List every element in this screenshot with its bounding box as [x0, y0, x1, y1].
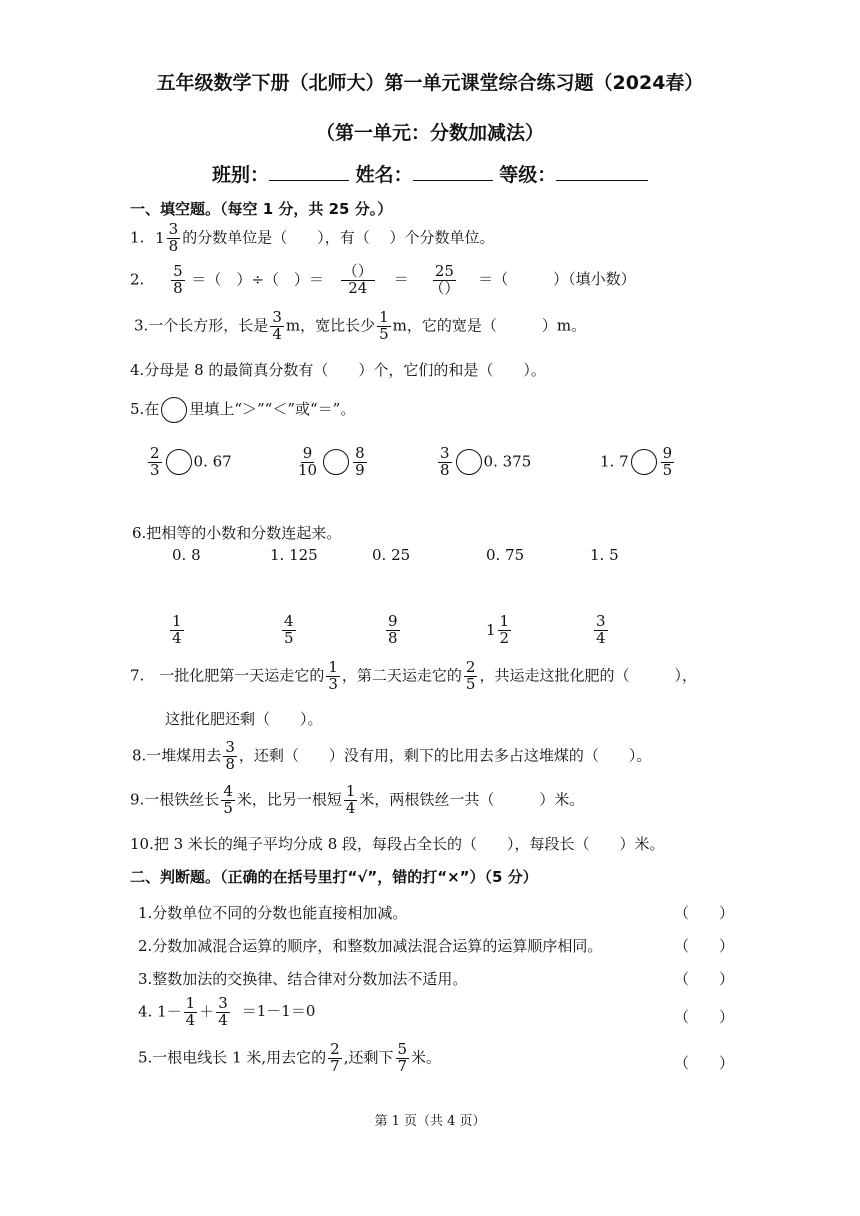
- page-subtitle: （第一单元：分数加减法）: [315, 122, 544, 144]
- q5-text1: 5.在: [130, 400, 160, 418]
- f2-num: 4: [284, 612, 294, 630]
- q9-text2: 米，比另一根短: [236, 790, 342, 809]
- fraction-item[interactable]: [280, 614, 298, 647]
- judge-3: 3.整数加法的交换律、结合律对分数加法不适用。: [138, 970, 468, 988]
- c3-right: 0. 375: [483, 452, 532, 471]
- grade-label: 等级：: [499, 164, 557, 186]
- q3-text3: m，它的宽是（ ）m。: [392, 316, 587, 335]
- q7-f2-den: 5: [465, 674, 476, 693]
- compare-item-3: [436, 446, 531, 479]
- q8-num: 3: [225, 738, 235, 756]
- q9-f2-num: 1: [345, 782, 356, 800]
- q3-f2-den: 5: [379, 324, 389, 343]
- q9-text3: 米，两根铁丝一共（ ）米。: [359, 790, 585, 809]
- q3-f1-den: 4: [272, 324, 282, 343]
- q1-whole: 1: [155, 229, 165, 248]
- c2-right-num: 8: [355, 444, 365, 462]
- fraction-item[interactable]: [592, 614, 610, 647]
- c2-right-den: 9: [355, 460, 365, 479]
- f5-den: 4: [596, 628, 606, 647]
- j4-f1-den: 4: [185, 1010, 196, 1029]
- compare-item-2: [294, 446, 369, 479]
- q3-text2: m，宽比长少: [285, 316, 376, 335]
- question-1: [130, 222, 494, 255]
- q2-f3-den: （）: [429, 278, 460, 297]
- j4-f2-num: 3: [218, 994, 228, 1012]
- j4-text3: ＝1－1＝0: [241, 1002, 316, 1021]
- q8-den: 8: [225, 754, 235, 773]
- judge-4-answer[interactable]: （ ）: [674, 1008, 735, 1026]
- f1-den: 4: [172, 628, 182, 647]
- j4-f2-den: 4: [218, 1010, 228, 1029]
- f1-num: 1: [172, 612, 182, 630]
- name-label: 姓名：: [355, 164, 413, 186]
- q7-f1-den: 3: [328, 674, 338, 693]
- judge-1: 1.分数单位不同的分数也能直接相加减。: [138, 904, 408, 922]
- q7-f1-num: 1: [328, 658, 338, 676]
- question-3: [134, 310, 586, 343]
- judge-4: [138, 996, 315, 1029]
- c4-right-den: 5: [662, 460, 673, 479]
- q1-num: 3: [168, 220, 179, 238]
- q1-number: 1.: [130, 228, 145, 247]
- q2-f2-num: （）: [342, 262, 373, 280]
- f4-num: 1: [499, 612, 510, 630]
- f3-den: 8: [388, 628, 398, 647]
- j5-f1-num: 2: [330, 1040, 340, 1058]
- q7-text2: ，第二天运走它的: [341, 666, 462, 685]
- c2-left-num: 9: [302, 444, 313, 462]
- decimal-item[interactable]: 0. 8: [172, 546, 201, 564]
- q9-f2-den: 4: [345, 798, 356, 817]
- c2-left-den: 10: [298, 460, 318, 479]
- q8-text1: 8.一堆煤用去: [132, 746, 222, 765]
- question-9: [130, 784, 584, 817]
- j4-text1: 4. 1－: [138, 1002, 182, 1021]
- grade-blank[interactable]: [556, 180, 648, 181]
- q1-text: 的分数单位是（ ），有（ ）个分数单位。: [182, 228, 495, 247]
- question-7-line2: 这批化肥还剩（ ）。: [165, 710, 323, 728]
- q9-f1-den: 5: [223, 798, 233, 817]
- j5-f2-den: 7: [397, 1056, 408, 1075]
- judge-5-answer[interactable]: （ ）: [674, 1054, 735, 1072]
- compare-item-4: [600, 446, 676, 479]
- j5-text1: 5.一根电线长 1 米,用去它的: [138, 1048, 327, 1067]
- j4-text2: ＋: [199, 1002, 215, 1021]
- question-8: [132, 740, 651, 773]
- fraction-item[interactable]: [384, 614, 402, 647]
- fraction-item[interactable]: [168, 614, 186, 647]
- q7-f2-num: 2: [465, 658, 476, 676]
- section1-heading: 一、填空题。（每空 1 分，共 25 分。）: [130, 200, 393, 218]
- c4-right-num: 9: [662, 444, 673, 462]
- page-title: 五年级数学下册（北师大）第一单元课堂综合练习题（2024春）: [156, 72, 704, 94]
- c3-num: 3: [440, 444, 450, 462]
- compare-circle-3[interactable]: [456, 449, 482, 475]
- decimal-item[interactable]: 1. 125: [270, 546, 318, 564]
- class-label: 班别：: [212, 164, 270, 186]
- decimal-item[interactable]: 0. 75: [486, 546, 525, 564]
- j5-text3: 米。: [411, 1048, 442, 1067]
- compare-circle-1[interactable]: [166, 449, 192, 475]
- question-2: [130, 264, 636, 297]
- j4-f1-num: 1: [185, 994, 196, 1012]
- j5-f1-den: 7: [330, 1056, 340, 1075]
- compare-circle-2[interactable]: [323, 449, 349, 475]
- q3-f2-num: 1: [379, 308, 389, 326]
- c1-den: 3: [150, 460, 160, 479]
- section2-heading: 二、判断题。（正确的在括号里打“√”，错的打“×”）（5 分）: [130, 868, 538, 886]
- q9-f1-num: 4: [223, 782, 233, 800]
- c1-right: 0. 67: [193, 452, 232, 471]
- judge-1-answer[interactable]: （ ）: [674, 904, 735, 922]
- judge-2-answer[interactable]: （ ）: [674, 937, 735, 955]
- student-info-row: [212, 160, 648, 187]
- q8-text2: ，还剩（ ）没有用，剩下的比用去多占这堆煤的（ ）。: [238, 746, 652, 765]
- q2-text3: ＝（ ）（填小数）: [478, 270, 636, 289]
- q1-den: 8: [168, 236, 179, 255]
- q1-mixed-fraction: [155, 222, 182, 255]
- compare-circle-4[interactable]: [631, 449, 657, 475]
- question-6: 6.把相等的小数和分数连起来。: [132, 524, 342, 542]
- f3-num: 9: [388, 612, 398, 630]
- question-5: [130, 397, 355, 423]
- f2-den: 5: [284, 628, 294, 647]
- q7-text1: 7. 一批化肥第一天运走它的: [130, 666, 325, 685]
- q2-f2-den: 24: [348, 278, 368, 297]
- f5-num: 3: [596, 612, 606, 630]
- decimal-item[interactable]: 1. 5: [590, 546, 619, 564]
- class-blank[interactable]: [269, 180, 349, 181]
- q2-text1: ＝（ ）÷（ ）＝: [191, 270, 324, 289]
- decimal-item[interactable]: 0. 25: [372, 546, 411, 564]
- q2-f1-den: 8: [173, 278, 183, 297]
- c1-num: 2: [150, 444, 160, 462]
- j5-text2: ,还剩下: [343, 1048, 394, 1067]
- q2-text2: ＝: [393, 270, 409, 289]
- circle-icon: [161, 397, 187, 423]
- c4-left: 1. 7: [600, 452, 629, 471]
- j5-f2-num: 5: [397, 1040, 408, 1058]
- q3-text1: 3.一个长方形，长是: [134, 316, 269, 335]
- page-footer: 第 1 页（共 4 页）: [374, 1114, 486, 1129]
- q9-text1: 9.一根铁丝长: [130, 790, 220, 809]
- q2-number: 2.: [130, 270, 145, 289]
- q5-text2: 里填上“＞”“＜”或“＝”。: [189, 400, 356, 418]
- q3-f1-num: 3: [272, 308, 282, 326]
- f4-den: 2: [499, 628, 510, 647]
- question-4: 4.分母是 8 的最简真分数有（ ）个，它们的和是（ ）。: [130, 361, 546, 379]
- judge-3-answer[interactable]: （ ）: [674, 970, 735, 988]
- name-blank[interactable]: [413, 180, 493, 181]
- compare-item-1: [146, 446, 232, 479]
- question-7: [130, 660, 697, 693]
- q2-f1-num: 5: [173, 262, 183, 280]
- judge-5: [138, 1042, 441, 1075]
- judge-2: 2.分数加减混合运算的顺序，和整数加减法混合运算的运算顺序相同。: [138, 937, 603, 955]
- fraction-item[interactable]: [486, 614, 513, 647]
- f4-whole: 1: [486, 621, 496, 640]
- question-10: 10.把 3 米长的绳子平均分成 8 段，每段占全长的（ ），每段长（ ）米。: [130, 835, 665, 853]
- q7-text3: ，共运走这批化肥的（ ），: [479, 666, 697, 685]
- c3-den: 8: [440, 460, 450, 479]
- q2-f3-num: 25: [434, 262, 454, 280]
